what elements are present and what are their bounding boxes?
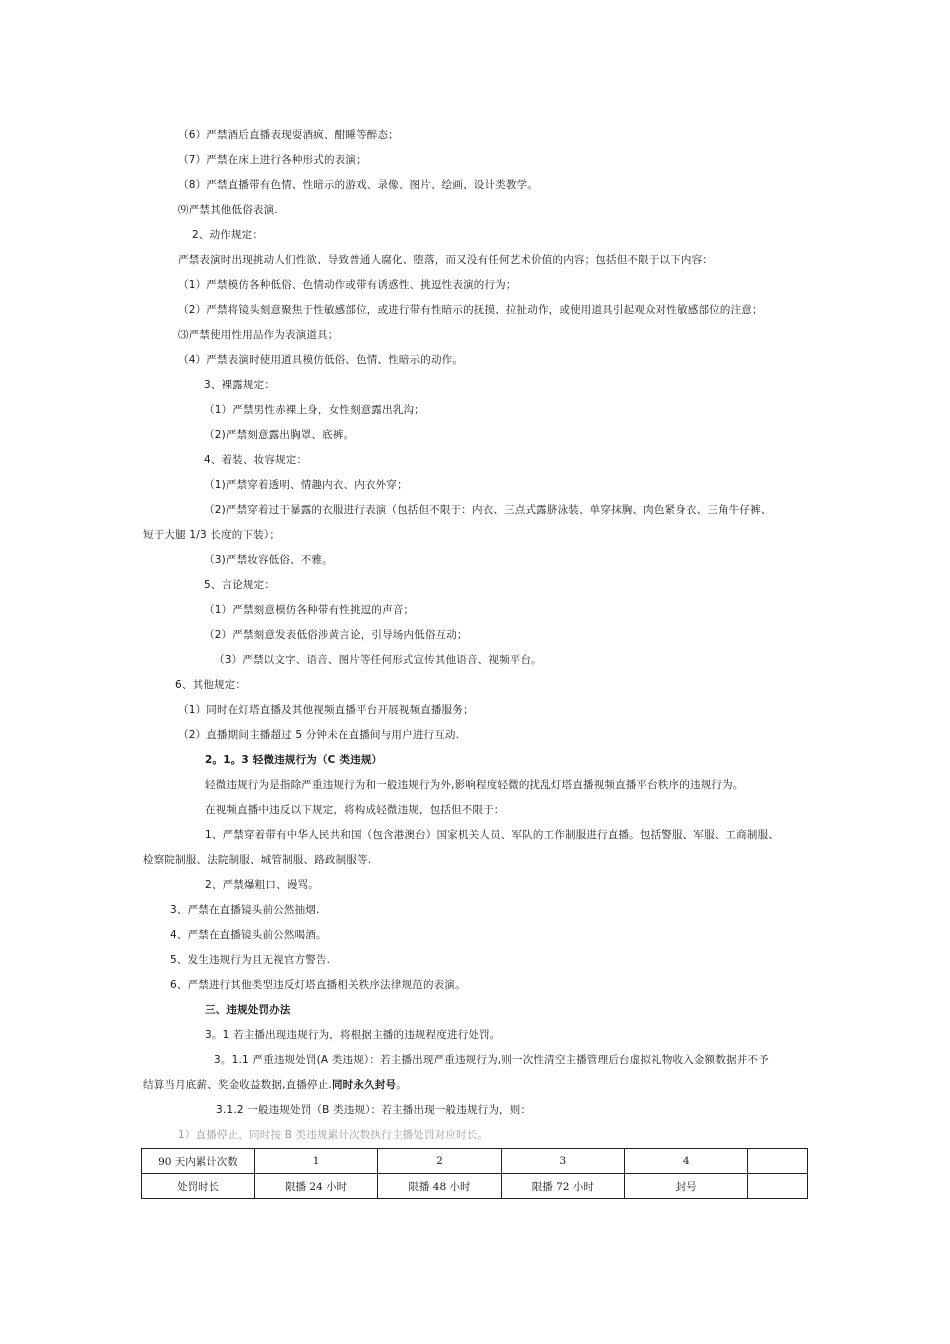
- table-cell: 限播 72 小时: [501, 1174, 624, 1199]
- table-cell: 90 天内累计次数: [142, 1149, 255, 1174]
- text-line: 检察院制服、法院制服、城管制服、路政制服等.: [143, 854, 372, 866]
- section-heading: 5、言论规定：: [204, 579, 276, 591]
- text-line: 轻微违规行为是指除严重违规行为和一般违规行为外,影响程度轻微的扰乱灯塔直播视频直播平台秩序的违规行为。: [205, 779, 744, 791]
- text-line: （1）严禁男性赤裸上身，女性刻意露出乳沟；: [204, 404, 425, 416]
- table-cell: 4: [624, 1149, 747, 1174]
- table-cell: 限播 48 小时: [378, 1174, 501, 1199]
- text-span: 结算当月底薪、奖金收益数据,直播停止.: [143, 1079, 332, 1091]
- text-line: （8）严禁直播带有色情、性暗示的游戏、录像、图片、绘画、设计类教学。: [178, 179, 538, 191]
- text-line: 3。1 若主播出现违规行为，将根据主播的违规程度进行处罚。: [205, 1029, 501, 1041]
- text-line: （3)严禁妆容低俗、不雅。: [204, 554, 333, 566]
- text-line: （2）直播期间主播超过 5 分钟未在直播间与用户进行互动.: [178, 729, 460, 741]
- text-line: （4）严禁表演时使用道具模仿低俗、色情、性暗示的动作。: [178, 354, 464, 366]
- text-line: （1）严禁模仿各种低俗、色情动作或带有诱惑性、挑逗性表演的行为；: [178, 279, 517, 291]
- text-line: 3。1.1 严重违规处罚(A 类违规）：若主播出现严重违规行为,则一次性清空主播管理后台虚拟礼物收入金额数据并不予: [214, 1054, 769, 1066]
- text-line: （2)严禁穿着过于暴露的衣服进行表演（包括但不限于：内衣、三点式露脐泳装、单穿抹胸、肉色紧身衣、三角牛仔裤、: [204, 504, 772, 516]
- section-title: 三、违规处罚办法: [205, 1004, 291, 1016]
- text-line: 2、严禁爆粗口、谩骂。: [205, 879, 319, 891]
- table-cell: 限播 24 小时: [254, 1174, 377, 1199]
- text-line: （2）严禁刻意发表低俗涉黄言论，引导场内低俗互动；: [204, 629, 468, 641]
- text-line: （2)严禁刻意露出胸罩、底裤。: [204, 429, 355, 441]
- text-line: （2）严禁将镜头刻意聚焦于性敏感部位，或进行带有性暗示的抚摸、拉扯动作，或使用道具引起观众对性敏感部位的注意；: [178, 304, 763, 316]
- table-cell: 2: [378, 1149, 501, 1174]
- table-cell: 3: [501, 1149, 624, 1174]
- text-line: 3、严禁在直播镜头前公然抽烟.: [170, 904, 320, 916]
- text-line: 1）直播停止，同时按 B 类违规累计次数执行主播处罚对应时长。: [178, 1129, 489, 1141]
- table-cell: 处罚时长: [142, 1174, 255, 1199]
- section-heading: 2、动作规定：: [192, 229, 264, 241]
- text-span: 。: [396, 1079, 407, 1091]
- text-line: 6、严禁进行其他类型违反灯塔直播相关秩序法律规范的表演。: [170, 979, 466, 991]
- section-heading: 3、裸露规定：: [204, 379, 276, 391]
- text-line: （1）严禁刻意模仿各种带有性挑逗的声音；: [204, 604, 415, 616]
- text-line: ⑶严禁使用性用品作为表演道具；: [178, 329, 339, 341]
- text-line: 在视频直播中违反以下规定，将构成轻微违规，包括但不限于：: [205, 804, 505, 816]
- table-cell: [748, 1174, 808, 1199]
- section-heading: 6、其他规定：: [175, 679, 247, 691]
- text-line: 5、发生违规行为且无视官方警告.: [170, 954, 331, 966]
- section-heading: 4、着装、妆容规定：: [204, 454, 308, 466]
- text-line: （7）严禁在床上进行各种形式的表演；: [178, 154, 367, 166]
- text-line: 3.1.2 一般违规处罚（B 类违规）：若主播出现一般违规行为，则：: [216, 1104, 532, 1116]
- penalty-table: [141, 1148, 808, 1199]
- text-line: 严禁表演时出现挑动人们性欲、导致普通人腐化、堕落，而又没有任何艺术价值的内容；包括但不限于以下内容：: [178, 254, 713, 266]
- table-row: [142, 1149, 808, 1174]
- table-cell: 1: [254, 1149, 377, 1174]
- text-line: （3）严禁以文字、语音、图片等任何形式宣传其他语音、视频平台。: [214, 654, 542, 666]
- subsection-heading: 2。1。3 轻微违规行为（C 类违规）: [205, 754, 383, 766]
- table-row: [142, 1174, 808, 1199]
- text-line: 4、严禁在直播镜头前公然喝酒。: [170, 929, 327, 941]
- text-line: 1、严禁穿着带有中华人民共和国（包含港澳台）国家机关人员、军队的工作制服进行直播。包括警服、军服、工商制服、: [205, 829, 779, 841]
- text-line: （6）严禁酒后直播表现耍酒疯、酣睡等醉态；: [178, 129, 399, 141]
- table-cell: [748, 1149, 808, 1174]
- text-line: ⑼严禁其他低俗表演.: [178, 204, 278, 216]
- text-line: （1)严禁穿着透明、情趣内衣、内衣外穿；: [204, 479, 408, 491]
- text-line: （1）同时在灯塔直播及其他视频直播平台开展视频直播服务；: [178, 704, 474, 716]
- bold-text: 同时永久封号: [331, 1079, 397, 1091]
- text-line: 短于大腿 1/3 长度的下装）；: [143, 529, 281, 541]
- table-cell: 封号: [624, 1174, 747, 1199]
- text-line: [143, 1078, 407, 1092]
